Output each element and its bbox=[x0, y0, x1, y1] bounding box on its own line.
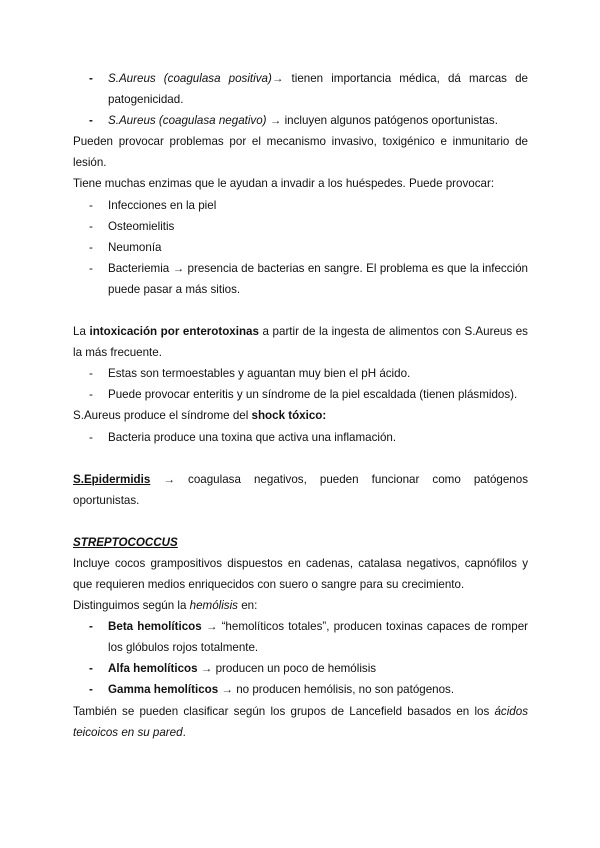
list-item bbox=[73, 363, 528, 384]
list-item-text: Puede provocar enteritis y un síndrome de la piel escaldada (tienen plásmidos). bbox=[108, 388, 518, 402]
bullet-marker: - bbox=[89, 219, 93, 233]
bold-term: Gamma hemolíticos bbox=[108, 683, 219, 697]
list-item-text: Bacteriemia → presencia de bacterias en sangre. El problema es que la infección puede pasar a más sitios. bbox=[108, 261, 528, 296]
list-item-italic: S.Aureus (coagulasa positiva) bbox=[108, 72, 272, 85]
list-item-text: Neumonía bbox=[108, 240, 162, 254]
list-item bbox=[73, 679, 528, 700]
list-item bbox=[73, 195, 528, 216]
bullet-marker: - bbox=[89, 261, 93, 275]
paragraph bbox=[73, 321, 528, 363]
paragraph bbox=[73, 595, 528, 616]
list-item-text: Bacteria produce una toxina que activa una inflamación. bbox=[108, 430, 397, 444]
list-item-text: Infecciones en la piel bbox=[108, 198, 217, 212]
text-run: a partir de la ingesta de alimentos con S.Aureus es la más frecuente. bbox=[73, 325, 528, 360]
section-title: S.Epidermidis bbox=[73, 472, 151, 486]
bold-term: Beta hemolíticos bbox=[108, 620, 202, 634]
list-item-text: Osteomielitis bbox=[108, 219, 175, 233]
list-item-text: → “hemolíticos totales”, producen toxinas capaces de romper los glóbulos rojos totalmente. bbox=[108, 620, 529, 655]
list-item bbox=[73, 237, 528, 258]
bullet-marker: - bbox=[89, 72, 93, 85]
bullet-marker: - bbox=[89, 367, 93, 381]
list-item bbox=[73, 258, 528, 300]
bold-term: Alfa hemolíticos bbox=[108, 662, 198, 676]
bullet-marker: - bbox=[89, 240, 93, 254]
text-run: en: bbox=[237, 599, 258, 613]
text-run: S.Aureus produce el síndrome del bbox=[73, 409, 252, 423]
bullet-marker: - bbox=[89, 430, 93, 444]
text-run: . bbox=[182, 725, 186, 739]
paragraph bbox=[73, 701, 528, 743]
document-page bbox=[73, 68, 528, 743]
list-item bbox=[73, 216, 528, 237]
text-run: También se pueden clasificar según los grupos de Lancefield basados en los bbox=[73, 704, 495, 718]
list-item-text: → producen un poco de hemólisis bbox=[197, 662, 377, 676]
list-item bbox=[73, 616, 528, 658]
list-item-text: → no producen hemólisis, no son patógenos. bbox=[218, 683, 455, 697]
list-item bbox=[73, 427, 528, 448]
list-item-text: → incluyen algunos patógenos oportunistas. bbox=[266, 114, 498, 128]
list-item bbox=[73, 68, 528, 110]
italic-term: hemólisis bbox=[189, 599, 238, 613]
bullet-marker: - bbox=[89, 662, 93, 676]
text-run: Distinguimos según la bbox=[73, 599, 190, 613]
text-run: → coagulasa negativos, pueden funcionar como patógenos oportunistas. bbox=[73, 472, 528, 507]
list-item-text: Estas son termoestables y aguantan muy bien el pH ácido. bbox=[108, 367, 411, 381]
text-run: La bbox=[73, 325, 90, 339]
paragraph bbox=[73, 469, 528, 511]
bullet-marker: - bbox=[89, 114, 93, 128]
bold-term: intoxicación por enterotoxinas bbox=[89, 325, 259, 339]
list-item-italic: S.Aureus (coagulasa negativo) bbox=[108, 114, 267, 128]
bullet-marker: - bbox=[89, 683, 93, 697]
bullet-marker: - bbox=[89, 620, 93, 634]
paragraph bbox=[73, 405, 528, 426]
list-item-text: → tienen importancia médica, dá marcas de patogenicidad. bbox=[108, 72, 528, 107]
paragraph bbox=[73, 532, 528, 553]
list-item bbox=[73, 110, 528, 131]
list-item bbox=[73, 658, 528, 679]
paragraph: Incluye cocos grampositivos dispuestos en cadenas, catalasa negativos, capnófilos y que requieren medios enriquecidos con suero o sangre para su crecimiento. bbox=[73, 556, 528, 591]
paragraph: Pueden provocar problemas por el mecanismo invasivo, toxigénico e inmunitario de lesión. bbox=[73, 135, 528, 170]
bullet-marker: - bbox=[89, 198, 93, 212]
bullet-marker: - bbox=[89, 388, 93, 402]
italic-term: ácidos teicoicos en su pared bbox=[73, 704, 528, 739]
section-heading: STREPTOCOCCUS bbox=[73, 535, 178, 549]
bold-term: shock tóxico: bbox=[251, 409, 327, 423]
paragraph: Tiene muchas enzimas que le ayudan a invadir a los huéspedes. Puede provocar: bbox=[73, 177, 495, 191]
list-item bbox=[73, 384, 528, 405]
